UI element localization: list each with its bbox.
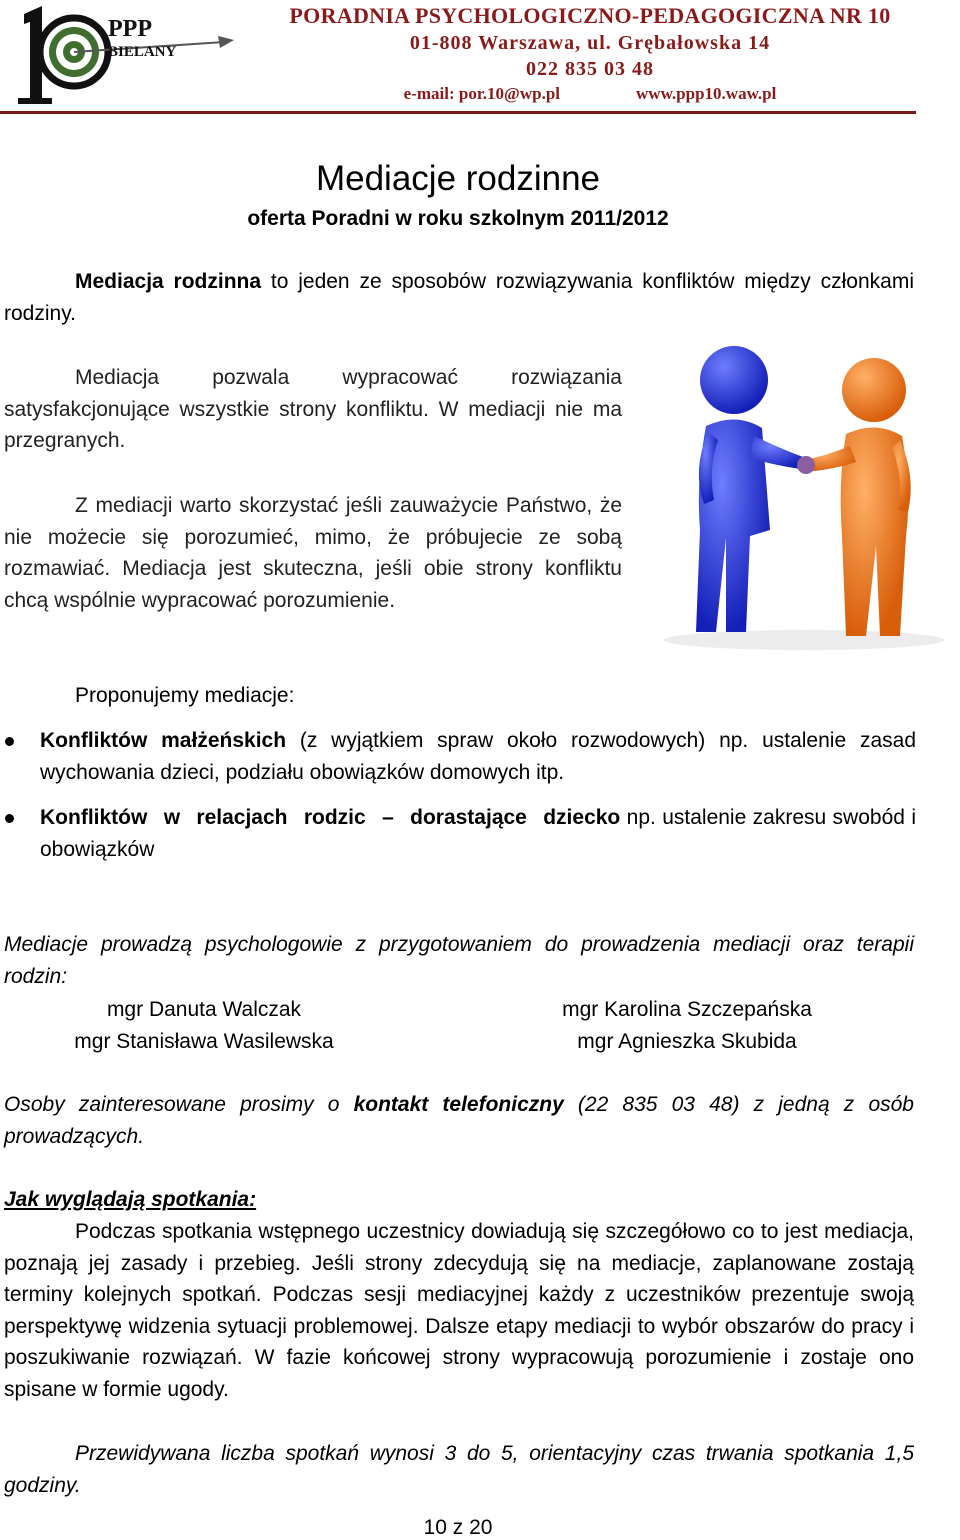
table-row — [0, 1026, 916, 1058]
meetings-count: Przewidywana liczba spotkań wynosi 3 do 5, orientacyjny czas trwania spotkania 1,5 godziny. — [4, 1442, 914, 1497]
offer-title: Konfliktów małżeńskich — [40, 729, 287, 752]
staff-name: mgr Danuta Walczak — [106, 998, 302, 1021]
contact-paragraph — [4, 1089, 914, 1152]
offer-description: np. ustalenie zakresu swobód i obowiązków — [40, 806, 916, 861]
meetings-heading: Jak wyglądają spotkania: — [4, 1188, 257, 1211]
intro-text: to jeden ze sposobów rozwiązywania konfliktów między członkami rodziny. — [4, 270, 914, 325]
staff-table — [0, 994, 916, 1057]
offer-title: Konfliktów w relacjach rodzic – dorastające dziecko — [40, 806, 621, 829]
organization-website[interactable]: www.ppp10.waw.pl — [636, 84, 777, 103]
list-item — [0, 802, 916, 865]
page-subtitle: oferta Poradni w roku szkolnym 2011/2012 — [247, 207, 669, 230]
svg-text:PPP: PPP — [108, 16, 152, 42]
organization-email[interactable]: e-mail: por.10@wp.pl — [403, 84, 561, 103]
intro-paragraph — [4, 266, 914, 329]
offers-list — [0, 725, 916, 879]
handshake-figures-icon — [654, 340, 960, 656]
header-divider — [0, 111, 916, 114]
contact-bold: kontakt telefoniczny — [353, 1093, 564, 1116]
organization-phone: 022 835 03 48 — [526, 58, 654, 80]
paragraph-no-losers: Mediacja pozwala wypracować rozwiązania satysfakcjonujące wszystkie strony konfliktu. W mediacji nie ma przegranych. — [4, 366, 622, 452]
page-title: Mediacje rodzinne — [315, 159, 601, 198]
staff-name: mgr Karolina Szczepańska — [562, 998, 812, 1021]
paragraph-when-to-use: Z mediacji warto skorzystać jeśli zauważycie Państwo, że nie możecie się porozumieć, mimo, że próbujecie ze sobą rozmawiać. Mediacja jest skuteczna, jeśli obie strony konfliktu chcą wspólnie wypracować porozumienie. — [4, 494, 622, 612]
ppp-bielany-logo — [12, 2, 242, 106]
staff-name: mgr Stanisława Wasilewska — [74, 1029, 334, 1053]
organization-contact — [270, 82, 910, 106]
page-number: 10 z 20 — [423, 1516, 493, 1539]
propose-heading: Proponujemy mediacje: — [75, 684, 295, 707]
contact-text-before: Osoby zainteresowane prosimy o — [4, 1093, 354, 1116]
letterhead — [0, 0, 960, 118]
meetings-paragraph: Podczas spotkania wstępnego uczestnicy dowiadują się szczegółowo co to jest mediacja, poznają jej zasady i przebieg. Jeśli strony zdecydują się na mediacje, zaplanowane zostają terminy kolejnych spotkań. Podczas sesji mediacyjnej każdy z uczestników prezentuje swoją perspektywę widzenia sytuacji problemowej. Dalsze etapy mediacji to wybór obszarów do pracy i poszukiwanie rozwiązań. W fazie końcowej strony wypracowują porozumienie i zostaje ono spisane w formie ugody. — [4, 1220, 914, 1401]
bullet-icon — [5, 737, 14, 746]
staff-intro: Mediacje prowadzą psychologowie z przygotowaniem do prowadzenia mediacji oraz terapii rodzin: — [4, 933, 914, 988]
organization-name: PORADNIA PSYCHOLOGICZNO-PEDAGOGICZNA NR 10 — [289, 3, 891, 28]
list-item — [0, 725, 916, 788]
contact-text-after: (22 835 03 48) z jedną z osób prowadzących. — [4, 1093, 914, 1148]
staff-name: mgr Agnieszka Skubida — [577, 1029, 797, 1053]
organization-block — [270, 2, 910, 106]
table-row — [0, 994, 916, 1026]
svg-text:BIELANY: BIELANY — [108, 44, 177, 60]
intro-bold: Mediacja rodzinna — [75, 270, 262, 293]
organization-address: 01-808 Warszawa, ul. Grębałowska 14 — [409, 32, 771, 54]
offer-description: (z wyjątkiem spraw około rozwodowych) np. ustalenie zasad wychowania dzieci, podziału obowiązków domowych itp. — [40, 729, 916, 784]
bullet-icon — [5, 814, 14, 823]
